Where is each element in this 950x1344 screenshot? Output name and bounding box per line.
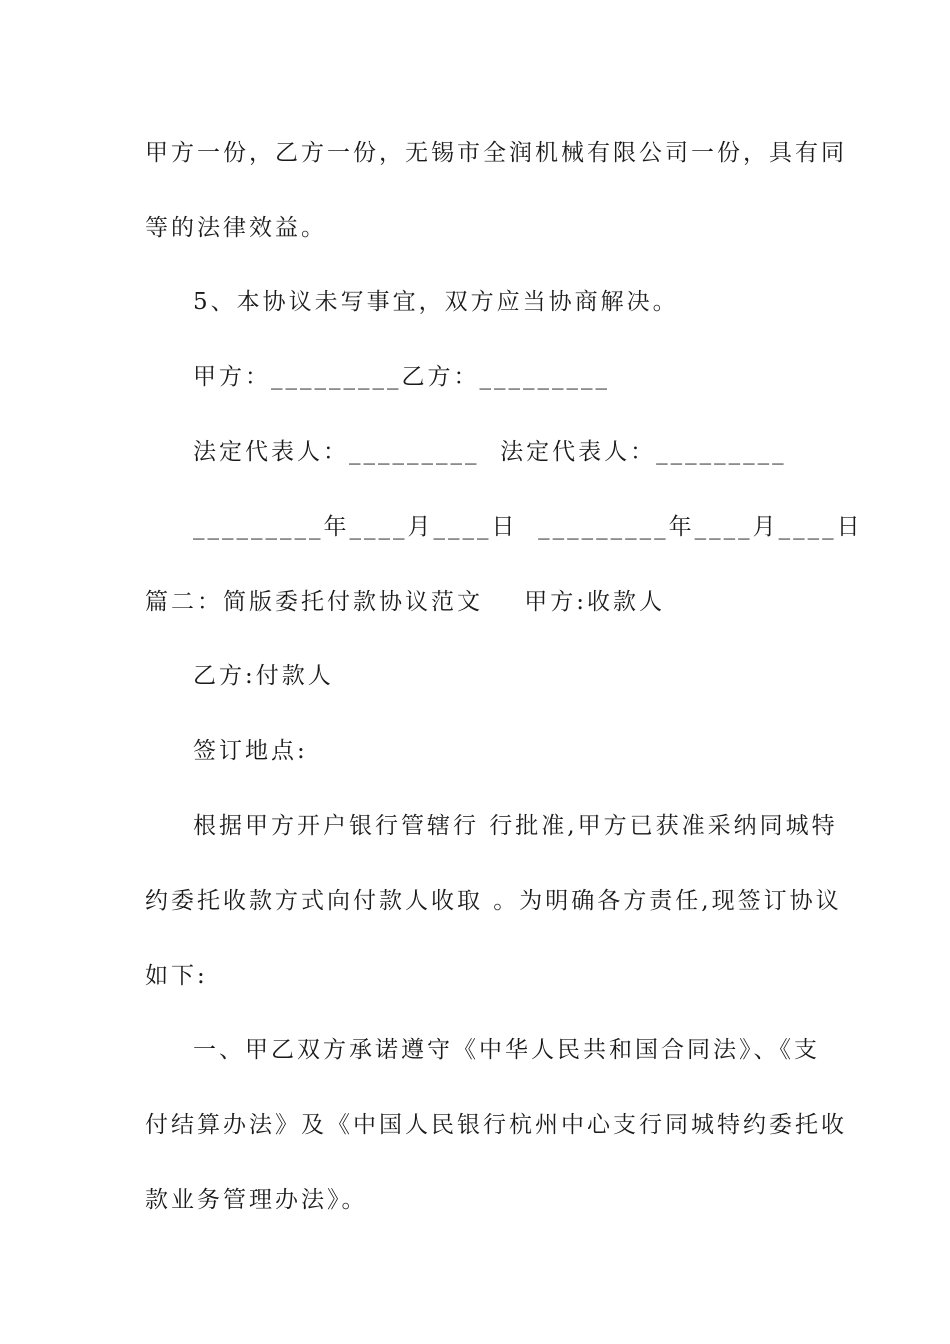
section-heading: 篇二：简版委托付款协议范文 甲方:收款人 — [145, 589, 665, 615]
signing-location-line: 签订地点: — [193, 738, 308, 764]
clause-5-line: 5、本协议未写事宜，双方应当协商解决。 — [193, 289, 679, 315]
body-text-line: 约委托收款方式向付款人收取 。为明确各方责任,现签订协议 — [145, 888, 842, 914]
party-b-line: 乙方:付款人 — [193, 663, 334, 689]
legal-representative-line: 法定代表人：_________ 法定代表人：_________ — [193, 439, 787, 465]
body-text-line: 甲方一份，乙方一份，无锡市全润机械有限公司一份，具有同 — [145, 140, 847, 166]
signature-party-line: 甲方：_________乙方：_________ — [193, 364, 610, 390]
body-text-line: 付结算办法》及《中国人民银行杭州中心支行同城特约委托收 — [145, 1112, 847, 1138]
body-text-line: 根据甲方开户银行管辖行 行批准,甲方已获准采纳同城特 — [193, 813, 838, 839]
date-line: _________年____月____日 _________年____月____日 — [193, 514, 863, 540]
body-text-line: 等的法律效益。 — [145, 215, 327, 241]
body-text-line: 款业务管理办法》。 — [145, 1187, 368, 1213]
clause-1-line: 一、甲乙双方承诺遵守《中华人民共和国合同法》、《支 — [193, 1037, 820, 1063]
body-text-line: 如下: — [145, 963, 208, 989]
